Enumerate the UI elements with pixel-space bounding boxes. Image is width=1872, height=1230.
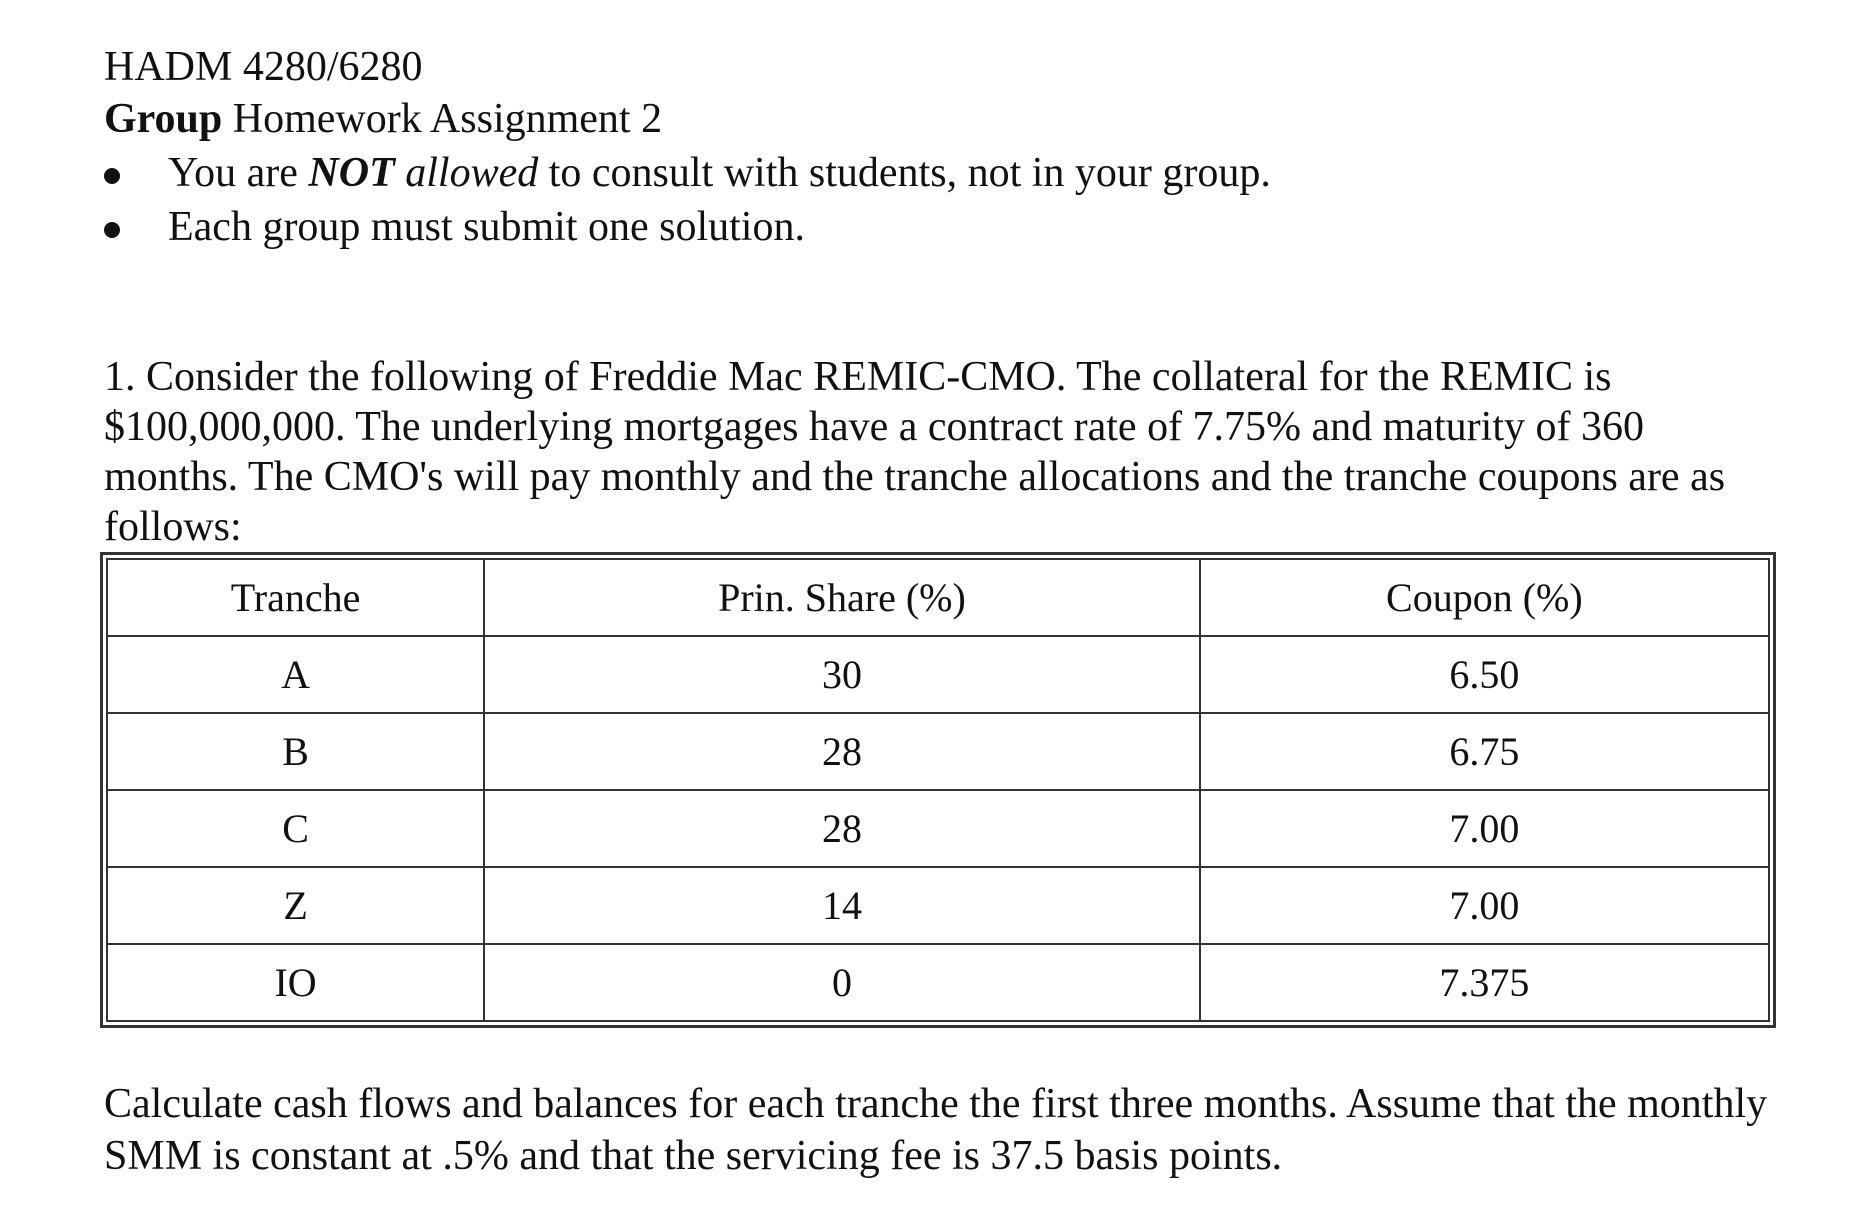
tranche-cell: A (107, 636, 484, 713)
question-line: months. The CMO's will pay monthly and the tranche allocations and the tranche coupons are as (104, 454, 1726, 500)
assignment-title-rest: Homework Assignment 2 (222, 96, 663, 142)
coupon-cell: 7.00 (1200, 867, 1769, 944)
assignment-title (104, 94, 662, 144)
question-1 (104, 352, 1804, 552)
prin-share-cell: 14 (484, 867, 1200, 944)
rule-text-italic: allowed (394, 150, 539, 196)
table-row (107, 944, 1769, 1021)
course-code: HADM 4280/6280 (104, 44, 423, 90)
assignment-title-bold: Group (104, 96, 223, 142)
rule-text (168, 148, 1271, 198)
rule-text-pre: You are (168, 150, 309, 196)
table-header-row (107, 559, 1769, 636)
table-row (107, 636, 1769, 713)
table-row (107, 713, 1769, 790)
prin-share-cell: 0 (484, 944, 1200, 1021)
bullet-icon (104, 168, 120, 184)
tranche-cell: IO (107, 944, 484, 1021)
tranche-cell: C (107, 790, 484, 867)
rule-text: Each group must submit one solution. (168, 204, 805, 250)
prin-share-cell: 28 (484, 790, 1200, 867)
instructions (104, 1078, 1824, 1182)
question-line: follows: (104, 504, 242, 550)
column-header-tranche: Tranche (107, 559, 484, 636)
prin-share-cell: 30 (484, 636, 1200, 713)
tranche-table (100, 552, 1776, 1028)
tranche-cell: B (107, 713, 484, 790)
coupon-cell: 6.50 (1200, 636, 1769, 713)
question-line: 1. Consider the following of Freddie Mac REMIC-CMO. The collateral for the REMIC is (104, 354, 1612, 400)
prin-share-cell: 28 (484, 713, 1200, 790)
question-line: $100,000,000. The underlying mortgages have a contract rate of 7.75% and maturity of 360 (104, 404, 1644, 450)
tranche-cell: Z (107, 867, 484, 944)
column-header-prin-share: Prin. Share (%) (484, 559, 1200, 636)
table-row (107, 790, 1769, 867)
rule-text-post: to consult with students, not in your group. (538, 150, 1271, 196)
coupon-cell: 7.00 (1200, 790, 1769, 867)
bullet-icon (104, 222, 120, 238)
coupon-cell: 7.375 (1200, 944, 1769, 1021)
rule-text-emphasis: NOT (308, 150, 395, 196)
instruction-line: Calculate cash flows and balances for each tranche the first three months. Assume that the monthly (104, 1081, 1768, 1127)
column-header-coupon: Coupon (%) (1200, 559, 1769, 636)
table-row (107, 867, 1769, 944)
instruction-line: SMM is constant at .5% and that the servicing fee is 37.5 basis points. (104, 1133, 1283, 1179)
coupon-cell: 6.75 (1200, 713, 1769, 790)
